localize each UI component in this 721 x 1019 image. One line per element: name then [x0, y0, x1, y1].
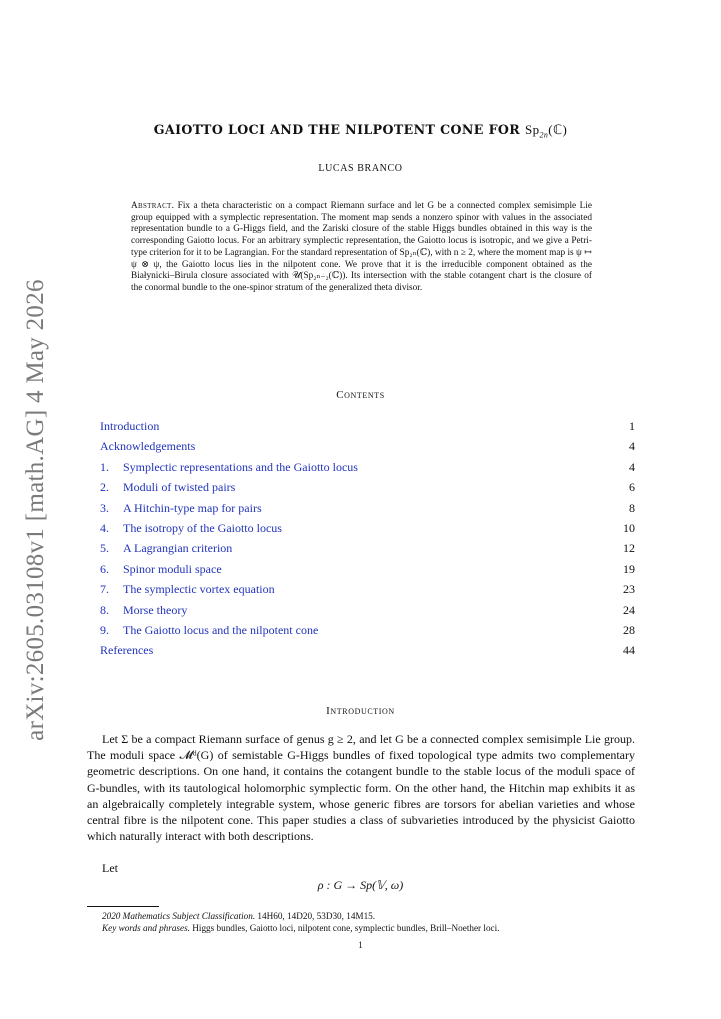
footnotes [102, 910, 642, 935]
introduction-body [87, 731, 635, 844]
paper-title-group: $Sp_{2n}(ℂ)$ [524, 122, 568, 140]
msc-codes: 14H60, 14D20, 53D30, 14M15. [257, 911, 376, 921]
abstract-body: Fix a theta characteristic on a compact Riemann surface and let G be a connected complex semisimple Lie group equipped with a symplectic representation. The moment map sends a nonzero spinor with values in the associated representation bundle to a G-Higgs field, and the Zariski closure of the stable Higgs bundles obtained in this way is the corresponding Gaiotto locus. For an arbitrary symplectic representation, the Gaiotto locus is isotropic, and we give a Petri-type criterion for it to be Lagrangian. For the standard representation of Sp₂ₙ(ℂ), with n ≥ 2, where the moment map is ψ ↦ ψ ⊗ ψ, the Gaiotto locus lies in the nilpotent cone. We prove that it is the irreducible component obtained as the Białynicki–Birula closure associated with 𝒰(Sp₂ₙ₋₂(ℂ)). Its intersection with the stable cotangent chart is the closure of the conormal bundle to the one-spinor stratum of the generalized theta divisor. [131, 201, 592, 293]
toc-link[interactable]: Introduction [100, 419, 160, 433]
introduction-let: Let [102, 861, 118, 875]
page-number: 1 [358, 940, 363, 950]
toc-page-number: 6 [629, 480, 635, 495]
toc-entry-acknowledgements[interactable] [100, 436, 635, 456]
toc-page-number: 44 [623, 643, 635, 658]
introduction-heading: Introduction [326, 705, 395, 717]
toc-link[interactable]: Acknowledgements [100, 439, 196, 454]
introduction-paragraph: Let Σ be a compact Riemann surface of genus g ≥ 2, and let G be a connected complex semisimple Lie group. The moduli space 𝓜ᵈ(G) of semistable G-Higgs bundles of fixed topological type admits two complementary geometric descriptions. On one hand, it contains the cotangent bundle to the stable locus of the moduli space of G-bundles, with its tautological holomorphic symplectic form. On the other hand, the Hitchin map exhibits it as an algebraically completely integrable system, whose generic fibres are torsors for abelian varieties and whose central fibre is the nilpotent cone. This paper studies a class of subvarieties introduced by the physicist Gaiotto which naturally interact with both descriptions. [87, 732, 635, 844]
toc-entry-section-4[interactable] [100, 518, 635, 538]
footnote-keywords [102, 922, 642, 934]
toc-page-number: 8 [629, 500, 635, 515]
toc-page-number: 24 [623, 602, 635, 617]
toc-link[interactable]: 2. Moduli of twisted pairs [100, 480, 236, 495]
toc-link[interactable]: 3. A Hitchin-type map for pairs [100, 500, 262, 515]
toc-link[interactable]: 1. Symplectic representations and the Gaiotto locus [100, 459, 358, 474]
toc-page-number: 19 [623, 561, 635, 576]
toc-entry-section-8[interactable] [100, 600, 635, 620]
arxiv-identifier-stamp [18, 280, 54, 740]
toc-page-number: 12 [623, 541, 635, 556]
table-of-contents [100, 416, 635, 661]
keywords-text: Higgs bundles, Gaiotto loci, nilpotent cone, symplectic bundles, Brill–Noether loci. [192, 923, 500, 934]
footnote-msc [102, 910, 642, 922]
toc-page-number: 4 [629, 439, 635, 454]
toc-link[interactable]: 8. Morse theory [100, 602, 188, 617]
toc-page-number: 10 [623, 520, 635, 535]
paper-title-text: GAIOTTO LOCI AND THE NILPOTENT CONE FOR [153, 122, 521, 137]
author-name: LUCAS BRANCO [318, 163, 403, 174]
toc-link[interactable]: 5. A Lagrangian criterion [100, 541, 233, 556]
toc-entry-introduction[interactable] [100, 416, 635, 436]
display-equation: ρ : G → Sp(𝕍, ω) [317, 878, 404, 892]
toc-entry-section-3[interactable] [100, 498, 635, 518]
toc-link[interactable]: 7. The symplectic vortex equation [100, 582, 275, 597]
footnote-rule [87, 906, 159, 907]
abstract [131, 201, 592, 295]
toc-entry-section-7[interactable] [100, 579, 635, 599]
toc-entry-references[interactable] [100, 640, 635, 660]
toc-entry-section-5[interactable] [100, 538, 635, 558]
toc-entry-section-2[interactable] [100, 477, 635, 497]
abstract-heading: Abstract. [131, 201, 175, 211]
toc-link[interactable]: References [100, 643, 154, 658]
toc-page-number: 4 [629, 459, 635, 474]
msc-label: 2020 Mathematics Subject Classification. [102, 911, 256, 921]
toc-page-number: 28 [623, 622, 635, 637]
toc-page-number: 23 [623, 582, 635, 597]
toc-entry-section-9[interactable] [100, 620, 635, 640]
toc-page-number: 1 [629, 419, 635, 433]
contents-heading: Contents [336, 389, 385, 401]
toc-link[interactable]: 9. The Gaiotto locus and the nilpotent cone [100, 622, 319, 637]
toc-link[interactable]: 6. Spinor moduli space [100, 561, 222, 576]
keywords-label: Key words and phrases. [102, 923, 190, 934]
toc-entry-section-6[interactable] [100, 559, 635, 579]
arxiv-identifier-text: arXiv:2605.03108v1 [math.AG] 4 May 2026 [22, 279, 50, 741]
toc-entry-section-1[interactable] [100, 457, 635, 477]
toc-link[interactable]: 4. The isotropy of the Gaiotto locus [100, 520, 282, 535]
paper-title [0, 122, 721, 140]
